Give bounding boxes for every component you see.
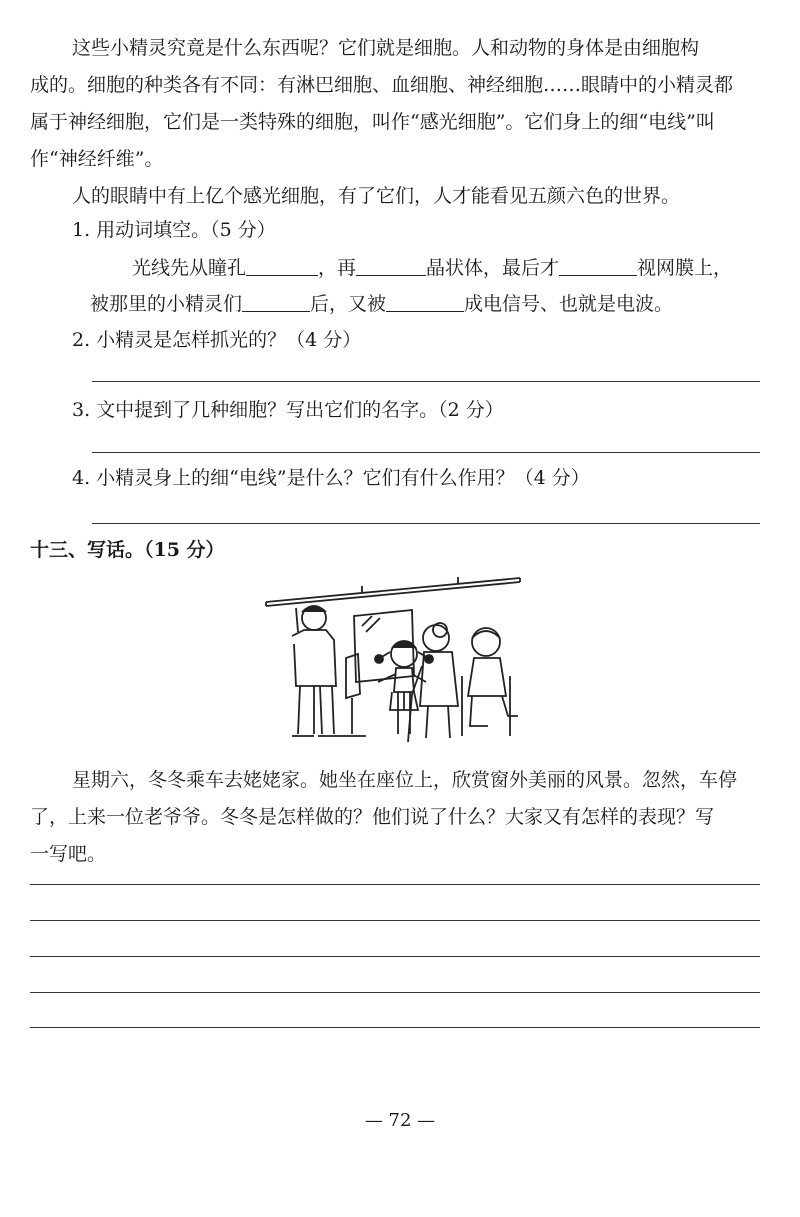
writing-line-1[interactable] (30, 884, 760, 885)
question-1-row-2 (90, 290, 673, 318)
question-4-title: 4. 小精灵身上的细“电线”是什么？它们有什么作用？（4 分） (72, 467, 590, 489)
passage-line-1: 这些小精灵究竟是什么东西呢？它们就是细胞。人和动物的身体是由细胞构 (72, 37, 700, 59)
section-13-prompt-line-2: 了，上来一位老爷爷。冬冬是怎样做的？他们说了什么？大家又有怎样的表现？写 (30, 806, 715, 828)
q1-text-f: 后，又被 (310, 293, 387, 315)
question-3-title: 3. 文中提到了几种细胞？写出它们的名字。（2 分） (72, 399, 504, 421)
answer-line-q4[interactable] (92, 523, 760, 524)
section-13-prompt-line-1: 星期六，冬冬乘车去姥姥家。她坐在座位上，欣赏窗外美丽的风景。忽然，车停 (72, 769, 738, 791)
passage-line-4: 作“神经纤维”。 (30, 148, 164, 170)
answer-line-q2[interactable] (92, 381, 760, 382)
bus-scene-illustration (262, 566, 532, 750)
writing-line-4[interactable] (30, 992, 760, 993)
bus-scene-drawing (262, 566, 532, 746)
question-2-title: 2. 小精灵是怎样抓光的？（4 分） (72, 329, 362, 351)
q1-text-d: 视网膜上， (637, 257, 733, 279)
q1-blank-2[interactable] (356, 257, 426, 276)
answer-line-q3[interactable] (92, 452, 760, 453)
section-13-prompt-line-3: 一写吧。 (30, 843, 107, 865)
passage-line-3: 属于神经细胞，它们是一类特殊的细胞，叫作“感光细胞”。它们身上的细“电线”叫 (30, 111, 715, 133)
q1-blank-1[interactable] (246, 257, 318, 276)
writing-line-3[interactable] (30, 956, 760, 957)
writing-line-2[interactable] (30, 920, 760, 921)
q1-text-e: 被那里的小精灵们 (90, 293, 243, 315)
page-number: — 72 — (364, 1110, 436, 1131)
q1-text-c: 晶状体，最后才 (426, 257, 560, 279)
q1-blank-4[interactable] (242, 293, 310, 312)
passage-line-2: 成的。细胞的种类各有不同：有淋巴细胞、血细胞、神经细胞……眼睛中的小精灵都 (30, 74, 734, 96)
q1-blank-5[interactable] (386, 293, 464, 312)
q1-text-g: 成电信号、也就是电波。 (464, 293, 674, 315)
question-1-row-1 (132, 254, 732, 282)
section-13-title: 十三、写话。（15 分） (30, 539, 225, 561)
q1-text-b: ，再 (318, 257, 357, 279)
writing-line-5[interactable] (30, 1027, 760, 1028)
q1-text-a: 光线先从瞳孔 (132, 257, 247, 279)
question-1-title: 1. 用动词填空。（5 分） (72, 219, 276, 241)
passage-line-5: 人的眼睛中有上亿个感光细胞，有了它们，人才能看见五颜六色的世界。 (72, 185, 681, 207)
q1-blank-3[interactable] (559, 257, 637, 276)
